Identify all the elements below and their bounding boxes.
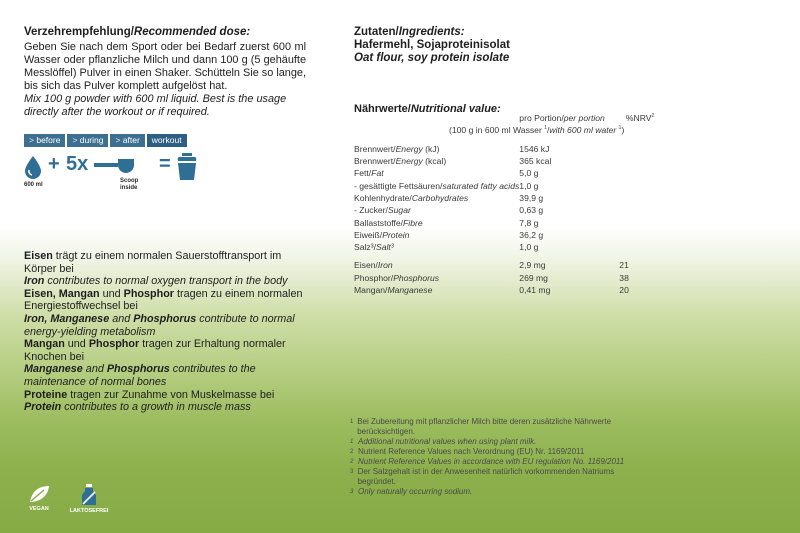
vegan-badge: VEGAN <box>24 484 54 514</box>
footnote: 1 Bei Zubereitung mit pflanzlicher Milch bitte deren zusätzliche Nährwerte berücksichtigen. <box>350 417 612 436</box>
workout-phases <box>24 134 306 147</box>
vegan-leaf-icon <box>28 484 50 504</box>
phase-during: > during <box>67 134 108 147</box>
nutrition-heading: Nährwerte/Nutritional value: <box>354 103 501 115</box>
scoop-multiplier: 5x <box>66 153 89 175</box>
scoop-inside-label: Scoop inside <box>120 178 139 191</box>
health-claims <box>24 250 304 414</box>
nutrition-header-row <box>354 112 654 124</box>
nutrition-table <box>354 112 654 296</box>
table-row: Eiweiß/Protein 36,2 g <box>354 229 544 240</box>
table-row: Brennwert/Energy (kJ) 1546 kJ <box>354 143 550 154</box>
footnote: 3 Der Salzgehalt ist in der Anwesenheit natürlich vorkommenden Natriums begründet. <box>350 467 615 486</box>
ingredients-section <box>354 26 644 116</box>
table-row: Brennwert/Energy (kcal) 365 kcal <box>354 156 552 167</box>
table-row: Salz³/Salt³ 1,0 g <box>354 242 539 253</box>
claim-bones: Mangan und Phosphor tragen zur Erhaltung normaler Knochen bei Manganese and Phosphorus contributes to the maintenance of normal bones <box>24 338 286 388</box>
ingredients-heading: Zutaten/Ingredients: <box>354 26 465 38</box>
table-row: - Zucker/Sugar 0,63 g <box>354 205 544 216</box>
footnote: 3 Only naturally occurring sodium. <box>350 487 473 496</box>
dosage-section <box>24 26 306 203</box>
nrv-column-header: %NRV$^2$ <box>625 113 655 124</box>
footnote: 1 Additional nutritional values when using plant milk. <box>350 437 537 446</box>
footnote: 2 Nutrient Reference Values in accordance with EU regulation No. 1169/2011 <box>350 457 625 466</box>
equals-sign: = <box>159 153 171 175</box>
ingredients-list-en: Oat flour, soy protein isolate <box>354 52 510 64</box>
ingredients-list-de: Hafermehl, Sojaproteinisolat <box>354 39 510 51</box>
footnotes <box>350 417 640 497</box>
claim-iron: Eisen trägt zu einem normalen Sauerstofftransport im Körper bei Iron contributes to normal oxygen transport in the body <box>24 250 288 288</box>
table-row: Mangan/Manganese 0,41 mg 20 <box>354 285 629 295</box>
mixing-formula <box>24 153 306 203</box>
portion-note-row <box>354 124 654 136</box>
claim-protein: Proteine tragen zur Zunahme von Muskelmasse bei Protein contributes to a growth in muscle mass <box>24 388 275 414</box>
table-row: Eisen/Iron 2,9 mg 21 <box>354 260 629 271</box>
dose-text-en: Mix 100 g powder with 600 ml liquid. Best is the usage directly after the workout or if required. <box>24 93 287 118</box>
dose-heading: Verzehrempfehlung/Recommended dose: <box>24 26 251 38</box>
plus-sign: + <box>48 153 60 175</box>
phase-workout: workout <box>147 134 187 147</box>
shaker-icon <box>176 153 198 181</box>
phase-after: > after <box>110 134 144 147</box>
certification-badges <box>24 484 109 514</box>
footnote: 2 Nutrient Reference Values nach Verordnung (EU) Nr. 1169/2011 <box>350 447 585 456</box>
table-row: - gesättigte Fettsäuren/saturated fatty acids 1,0 g <box>354 180 539 191</box>
portion-note: (100 g in 600 ml Wasser $^1$/with 600 ml water $^1$) <box>449 125 625 136</box>
lactose-free-badge: LAKTOSEFREI <box>74 484 104 514</box>
claim-energy-metabolism: Eisen, Mangan und Phosphor tragen zu einem normalen Energiestoffwechsel bei Iron, Manganese and Phosphorus contribute to normal energy-yielding metabolism <box>24 287 303 338</box>
table-row: Phosphor/Phosphorus 269 mg 38 <box>354 272 629 283</box>
table-row: Kohlenhydrate/Carbohydrates 39,9 g <box>354 192 544 203</box>
water-drop-icon <box>24 155 42 179</box>
portion-column-header: pro Portion/per portion <box>519 113 605 124</box>
scoop-icon <box>94 157 136 177</box>
water-amount-label: 600 ml <box>24 182 43 188</box>
table-row: Ballaststoffe/Fibre 7,8 g <box>354 217 539 228</box>
phase-before: > before <box>24 134 65 147</box>
lactose-free-bottle-icon <box>81 484 97 506</box>
dose-text-de: Geben Sie nach dem Sport oder bei Bedarf zuerst 600 ml Wasser oder pflanzliche Milch und dann 100 g (5 gehäufte Messlöffel) Pulver in einen Shaker. Schütteln Sie so lange, bis sich das Pulver komplett aufgelöst hat. <box>24 41 306 92</box>
table-row: Fett/Fat 5,0 g <box>354 168 539 179</box>
